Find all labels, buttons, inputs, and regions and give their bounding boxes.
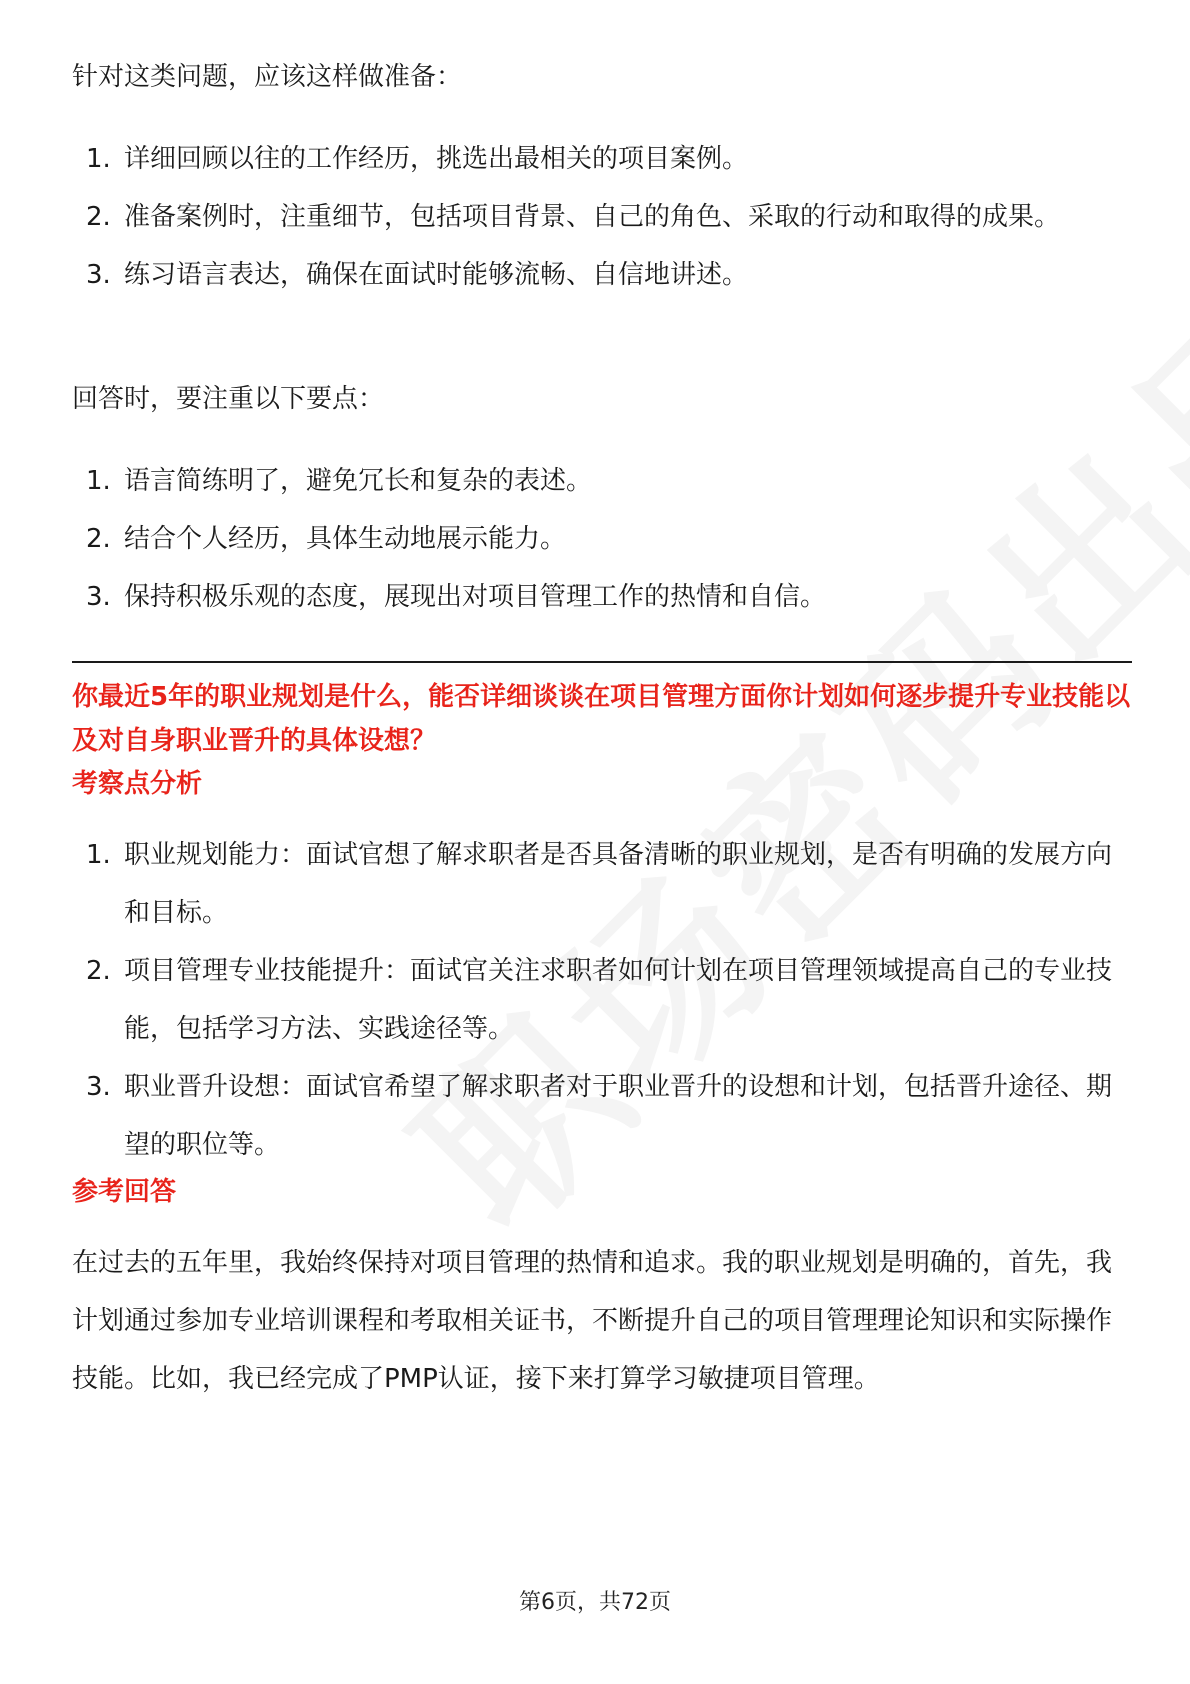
list-item: 3. 职业晋升设想：面试官希望了解求职者对于职业晋升的设想和计划，包括晋升途径、期望的职位等。	[86, 1072, 1113, 1160]
list-item: 3. 练习语言表达，确保在面试时能够流畅、自信地讲述。	[86, 260, 749, 290]
analysis-title: 考察点分析	[72, 769, 203, 799]
section-divider	[72, 661, 1132, 663]
list-item: 2. 准备案例时，注重细节，包括项目背景、自己的角色、采取的行动和取得的成果。	[86, 202, 1061, 232]
list-item: 1. 详细回顾以往的工作经历，挑选出最相关的项目案例。	[86, 144, 749, 174]
answer-intro: 回答时，要注重以下要点：	[72, 384, 385, 414]
reference-answer-title: 参考回答	[72, 1177, 177, 1207]
interview-question: 你最近5年的职业规划是什么，能否详细谈谈在项目管理方面你计划如何逐步提升专业技能以及对自身职业晋升的具体设想？	[72, 682, 1131, 756]
list-item: 2. 项目管理专业技能提升：面试官关注求职者如何计划在项目管理领域提高自己的专业技能，包括学习方法、实践途径等。	[86, 956, 1113, 1044]
list-item: 2. 结合个人经历，具体生动地展示能力。	[86, 524, 567, 554]
list-item: 3. 保持积极乐观的态度，展现出对项目管理工作的热情和自信。	[86, 582, 827, 612]
page-footer: 第6页，共72页	[519, 1590, 671, 1615]
prep-list	[72, 130, 1132, 304]
reference-answer-body: 在过去的五年里，我始终保持对项目管理的热情和追求。我的职业规划是明确的，首先，我计划通过参加专业培训课程和考取相关证书，不断提升自己的项目管理理论知识和实际操作技能。比如，我已经完成了PMP认证，接下来打算学习敏捷项目管理。	[72, 1248, 1113, 1394]
analysis-list	[72, 826, 1132, 1174]
list-item: 1. 职业规划能力：面试官想了解求职者是否具备清晰的职业规划，是否有明确的发展方向和目标。	[86, 840, 1113, 928]
prep-intro: 针对这类问题，应该这样做准备：	[72, 62, 463, 92]
answer-points-list	[72, 452, 1132, 626]
list-item: 1. 语言简练明了，避免冗长和复杂的表述。	[86, 466, 593, 496]
